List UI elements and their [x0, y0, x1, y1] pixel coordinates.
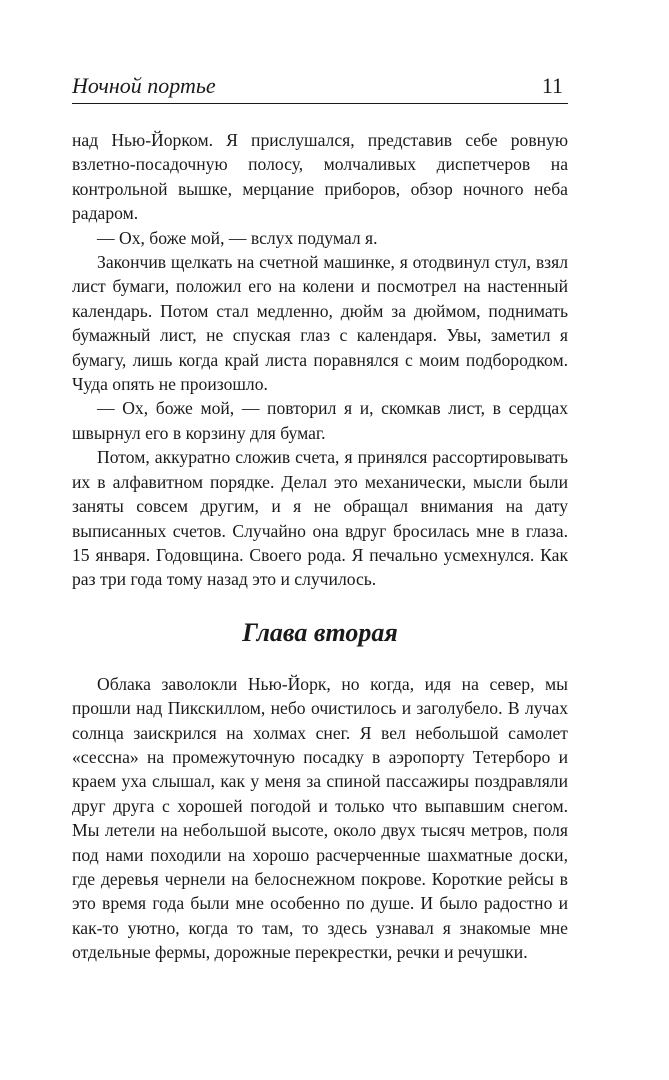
running-header	[72, 72, 569, 100]
paragraph: — Ох, боже мой, — повторил я и, скомкав лист, в сердцах швырнул его в корзину для бумаг.	[72, 398, 568, 443]
body-text	[72, 128, 568, 965]
page-number: 11	[541, 73, 563, 98]
paragraph: над Нью-Йорком. Я прислушался, представив себе ровную взлетно-посадочную полосу, молчаливых диспетчеров на контрольной вышке, мерцание приборов, обзор ночного неба радаром.	[72, 130, 568, 224]
running-title: Ночной портье	[72, 73, 216, 98]
paragraph: Потом, аккуратно сложив счета, я принялся рассортировывать их в алфавитном порядке. Делал это механически, мысли были заняты совсем другим, и я не обращал внимания на дату выписанных счетов. Случайно она вдруг бросилась мне в глаза. 15 января. Годовщина. Своего рода. Я печально усмехнулся. Как раз три года тому назад это и случилось.	[72, 447, 568, 590]
paragraph: — Ох, боже мой, — вслух подумал я.	[97, 227, 378, 248]
header-rule	[72, 103, 568, 104]
paragraph: Облака заволокли Нью-Йорк, но когда, идя на север, мы прошли над Пикскиллом, небо очистилось и заголубело. В лучах солнца заискрился на холмах снег. Я вел небольшой самолет «сессна» на промежуточную посадку в аэропорту Тетерборо и краем уха слышал, как у меня за спиной пассажиры поздравляли друг друга с хорошей погодой и только что выпавшим снегом. Мы летели на небольшой высоте, около двух тысяч метров, поля под нами походили на хорошо расчерченные шахматные доски, где деревья чернели на белоснежном покрове. Короткие рейсы в это время года были мне особенно по душе. И было радостно и как-то уютно, когда то там, то здесь узнавал я знакомые мне отдельные фермы, дорожные перекрестки, речки и речушки.	[72, 673, 568, 963]
chapter-heading: Глава вторая	[242, 617, 398, 647]
paragraph: Закончив щелкать на счетной машинке, я отодвинул стул, взял лист бумаги, положил его на колени и посмотрел на настенный календарь. Потом стал медленно, дюйм за дюймом, поднимать бумажный лист, не спуская глаз с календаря. Увы, заметил я бумагу, лишь когда край листа поравнялся с моим подбородком. Чуда опять не произошло.	[72, 252, 568, 395]
